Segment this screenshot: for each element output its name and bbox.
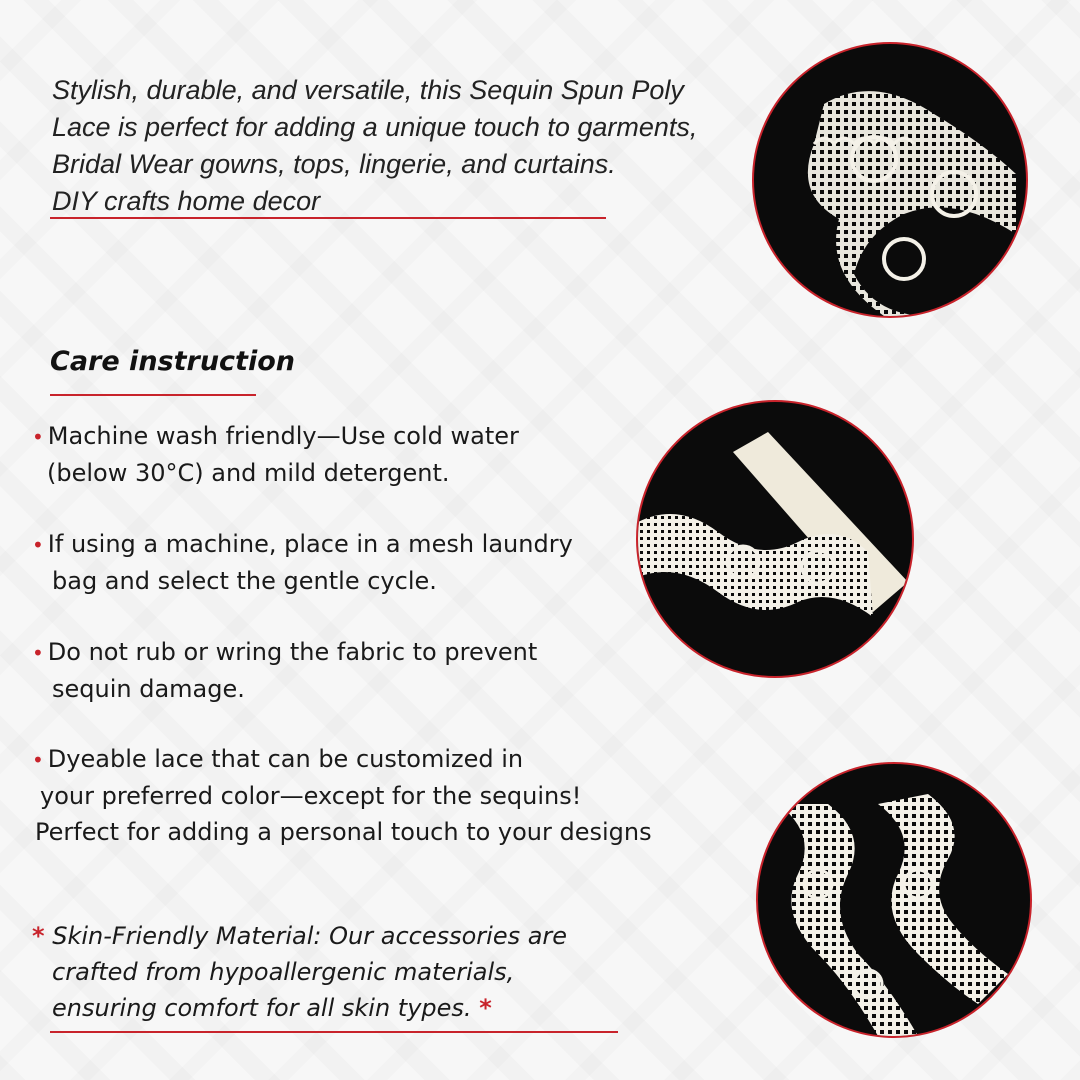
description-line: Stylish, durable, and versatile, this Sequin Spun Poly xyxy=(52,75,684,105)
care-title-underline xyxy=(50,394,256,396)
care-bullet-wash xyxy=(32,418,519,491)
lace-photo-roll xyxy=(752,42,1028,318)
lace-photo-strip xyxy=(636,400,914,678)
care-bullet-dyeable xyxy=(32,741,652,850)
asterisk-mark: * xyxy=(479,994,492,1022)
bullet-dot: • xyxy=(32,748,44,772)
bullet-line: Perfect for adding a personal touch to your designs xyxy=(35,818,652,846)
bullet-line: Dyeable lace that can be customized in xyxy=(47,745,524,773)
bullet-line: bag and select the gentle cycle. xyxy=(52,567,437,595)
bullet-dot: • xyxy=(32,425,44,449)
care-bullet-machine xyxy=(32,526,573,599)
care-bullet-rub xyxy=(32,634,537,707)
bullet-line: Machine wash friendly—Use cold water xyxy=(47,422,519,450)
description-line: Lace is perfect for adding a unique touch to garments, xyxy=(52,112,698,142)
note-line: ensuring comfort for all skin types. xyxy=(52,994,472,1022)
asterisk-mark: * xyxy=(32,922,45,950)
bullet-line: your preferred color—except for the sequins! xyxy=(40,782,582,810)
bullet-dot: • xyxy=(32,641,44,665)
bullet-line: If using a machine, place in a mesh laundry xyxy=(47,530,573,558)
skin-friendly-note xyxy=(32,918,567,1026)
bullet-line: Do not rub or wring the fabric to prevent xyxy=(47,638,538,666)
note-line: crafted from hypoallergenic materials, xyxy=(52,958,515,986)
description-line: DIY crafts home decor xyxy=(52,186,321,216)
description-underline xyxy=(50,217,606,219)
bullet-line: sequin damage. xyxy=(52,675,245,703)
lace-photo-wavy xyxy=(756,762,1032,1038)
note-underline xyxy=(50,1031,618,1033)
product-description xyxy=(52,72,698,220)
bullet-dot: • xyxy=(32,533,44,557)
note-line: Skin-Friendly Material: Our accessories are xyxy=(52,922,568,950)
bullet-line: (below 30°C) and mild detergent. xyxy=(47,459,450,487)
care-instruction-title: Care instruction xyxy=(50,346,295,377)
description-line: Bridal Wear gowns, tops, lingerie, and curtains. xyxy=(52,149,616,179)
